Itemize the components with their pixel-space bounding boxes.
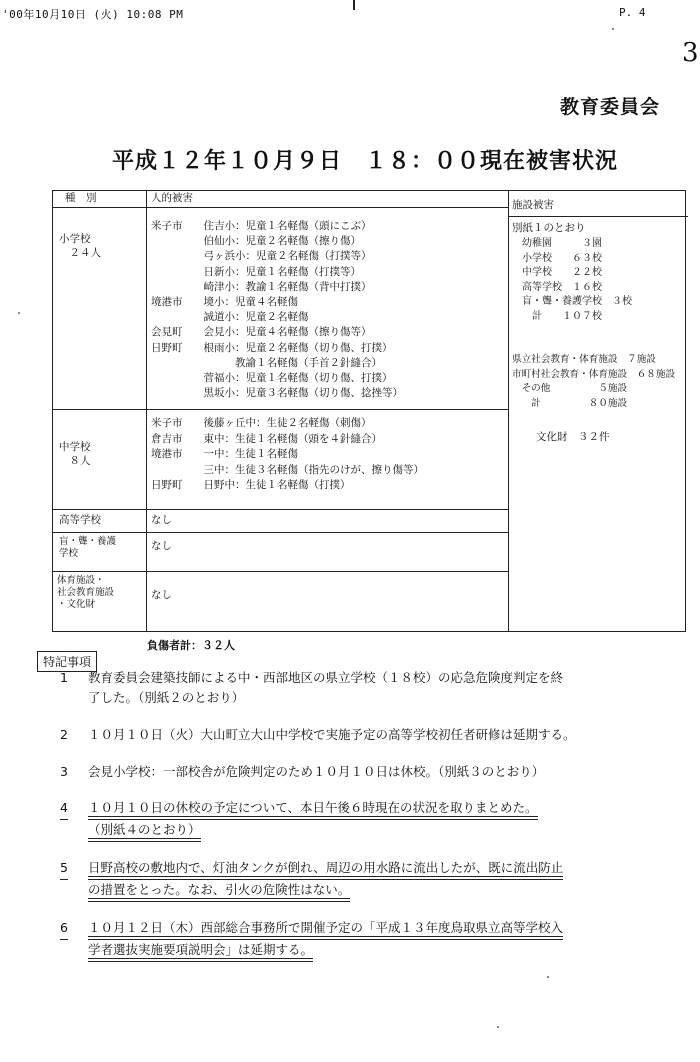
special-notes-label: 特記事項 bbox=[37, 651, 97, 672]
note-number: 2 bbox=[60, 727, 68, 742]
row-divider bbox=[508, 216, 688, 217]
row-human-facilities: なし bbox=[151, 589, 172, 601]
scan-speck bbox=[547, 976, 549, 978]
note-text-underlined: １０月１０日の休校の予定について、本日午後６時現在の状況を取りまとめた。 bbox=[88, 800, 538, 815]
row-human-junior-high: 米子市 後藤ヶ丘中：生徒２名軽傷（刺傷） 倉吉市 東中：生徒１名軽傷（頭を４針縫合） 境港市 一中：生徒１名軽傷 三中：生徒３名軽傷（指先のけが、擦り傷等） 日野町 日野中：生徒１名軽傷（打撲） bbox=[151, 417, 424, 492]
row-divider bbox=[53, 571, 508, 572]
row-category-high-school: 高等学校 bbox=[59, 514, 101, 526]
note-number: 6 bbox=[60, 918, 68, 940]
fax-mark bbox=[353, 0, 355, 10]
note-text bbox=[88, 880, 350, 902]
column-divider bbox=[146, 191, 147, 631]
row-category-elementary: 小学校 ２４人 bbox=[59, 233, 101, 259]
row-divider bbox=[53, 409, 508, 410]
facility-cultural-assets: 文化財 ３２件 bbox=[536, 431, 610, 443]
facility-other: 県立社会教育・体育施設 ７施設 市町村社会教育・体育施設 ６８施設 その他 ５施設 計 ８０施設 bbox=[512, 354, 676, 409]
note-text bbox=[88, 918, 563, 940]
page-mark: 3 bbox=[682, 38, 699, 68]
casualty-total: 負傷者計：３２人 bbox=[147, 639, 235, 652]
note-text bbox=[88, 940, 313, 962]
damage-table bbox=[52, 190, 686, 632]
fax-page-number: P. 4 bbox=[619, 6, 646, 19]
fax-datetime: '00年10月10日 (火) 10:08 PM bbox=[2, 8, 184, 21]
column-divider bbox=[508, 191, 509, 631]
row-human-elementary: 米子市 住吉小：児童１名軽傷（頭にこぶ） 伯仙小：児童２名軽傷（擦り傷） 弓ヶ浜小：児童２名軽傷（打撲等） 日新小：児童１名軽傷（打撲等） 崎津小：教諭１名軽傷（背中打撲） 境港市 境小：児童４名軽傷 誠道小：児童２名軽傷 会見町 会見小：児童４名軽傷（擦り傷等） 日野町 根雨小：児童２名軽傷（切り傷、打撲） 教諭１名軽傷（手首２針縫合） 菅福小：児童１名軽傷（切り傷、打撲） 黒坂小：児童３名軽傷（切り傷、捻挫等） bbox=[151, 220, 403, 400]
document-title: 平成１２年１０月９日 １８：００現在被害状況 bbox=[112, 149, 619, 174]
note-number: 1 bbox=[60, 670, 68, 685]
note-number: 4 bbox=[60, 798, 68, 820]
note-text: 了した。（別紙２のとおり） bbox=[88, 690, 245, 705]
note-text bbox=[88, 798, 538, 820]
organization-name: 教育委員会 bbox=[560, 96, 661, 118]
note-text-underlined: １０月１２日（木）西部総合事務所で開催予定の「平成１３年度鳥取県立高等学校入 bbox=[88, 920, 564, 935]
row-divider bbox=[53, 509, 508, 510]
facility-schools: 幼稚園 ３園 小学校 ６３校 中学校 ２２校 高等学校 １６校 盲・聾・養護学校 ３校 計 １０７校 bbox=[521, 238, 632, 322]
note-text: １０月１０日（火）大山町立大山中学校で実施予定の高等学校初任者研修は延期する。 bbox=[88, 727, 576, 742]
note-number: 3 bbox=[60, 764, 68, 779]
note-text-underlined: 日野高校の敷地内で、灯油タンクが倒れ、周辺の用水路に流出したが、既に流出防止 bbox=[88, 860, 564, 875]
row-human-high-school: なし bbox=[151, 514, 172, 526]
scan-speck bbox=[612, 28, 614, 30]
row-category-junior-high: 中学校 ８人 bbox=[59, 441, 91, 467]
note-text bbox=[88, 858, 563, 880]
header-facility-damage: 施設被害 bbox=[512, 199, 554, 211]
note-text bbox=[88, 820, 201, 842]
scan-speck bbox=[18, 312, 20, 314]
note-text-underlined: の措置をとった。なお、引火の危険性はない。 bbox=[88, 882, 351, 897]
note-text-underlined: 学者選抜実施要項説明会」は延期する。 bbox=[88, 942, 314, 957]
header-category: 種 別 bbox=[65, 192, 97, 204]
row-category-special-school: 盲・聾・養護 学校 bbox=[59, 536, 117, 560]
row-human-special-school: なし bbox=[151, 540, 172, 552]
row-category-facilities: 体育施設・ 社会教育施設 ・文化財 bbox=[57, 575, 115, 610]
note-text: 教育委員会建築技師による中・西部地区の県立学校（１８校）の応急危険度判定を終 bbox=[88, 670, 564, 685]
note-number: 5 bbox=[60, 858, 68, 880]
scan-speck bbox=[497, 1026, 499, 1028]
note-text-underlined: （別紙４のとおり） bbox=[88, 822, 201, 837]
facility-intro: 別紙１のとおり bbox=[512, 222, 586, 234]
note-text: 会見小学校：一部校舎が危険判定のため１０月１０日は休校。（別紙３のとおり） bbox=[88, 764, 545, 779]
row-divider bbox=[53, 532, 508, 533]
header-human-damage: 人的被害 bbox=[151, 192, 193, 204]
row-divider bbox=[53, 207, 508, 208]
